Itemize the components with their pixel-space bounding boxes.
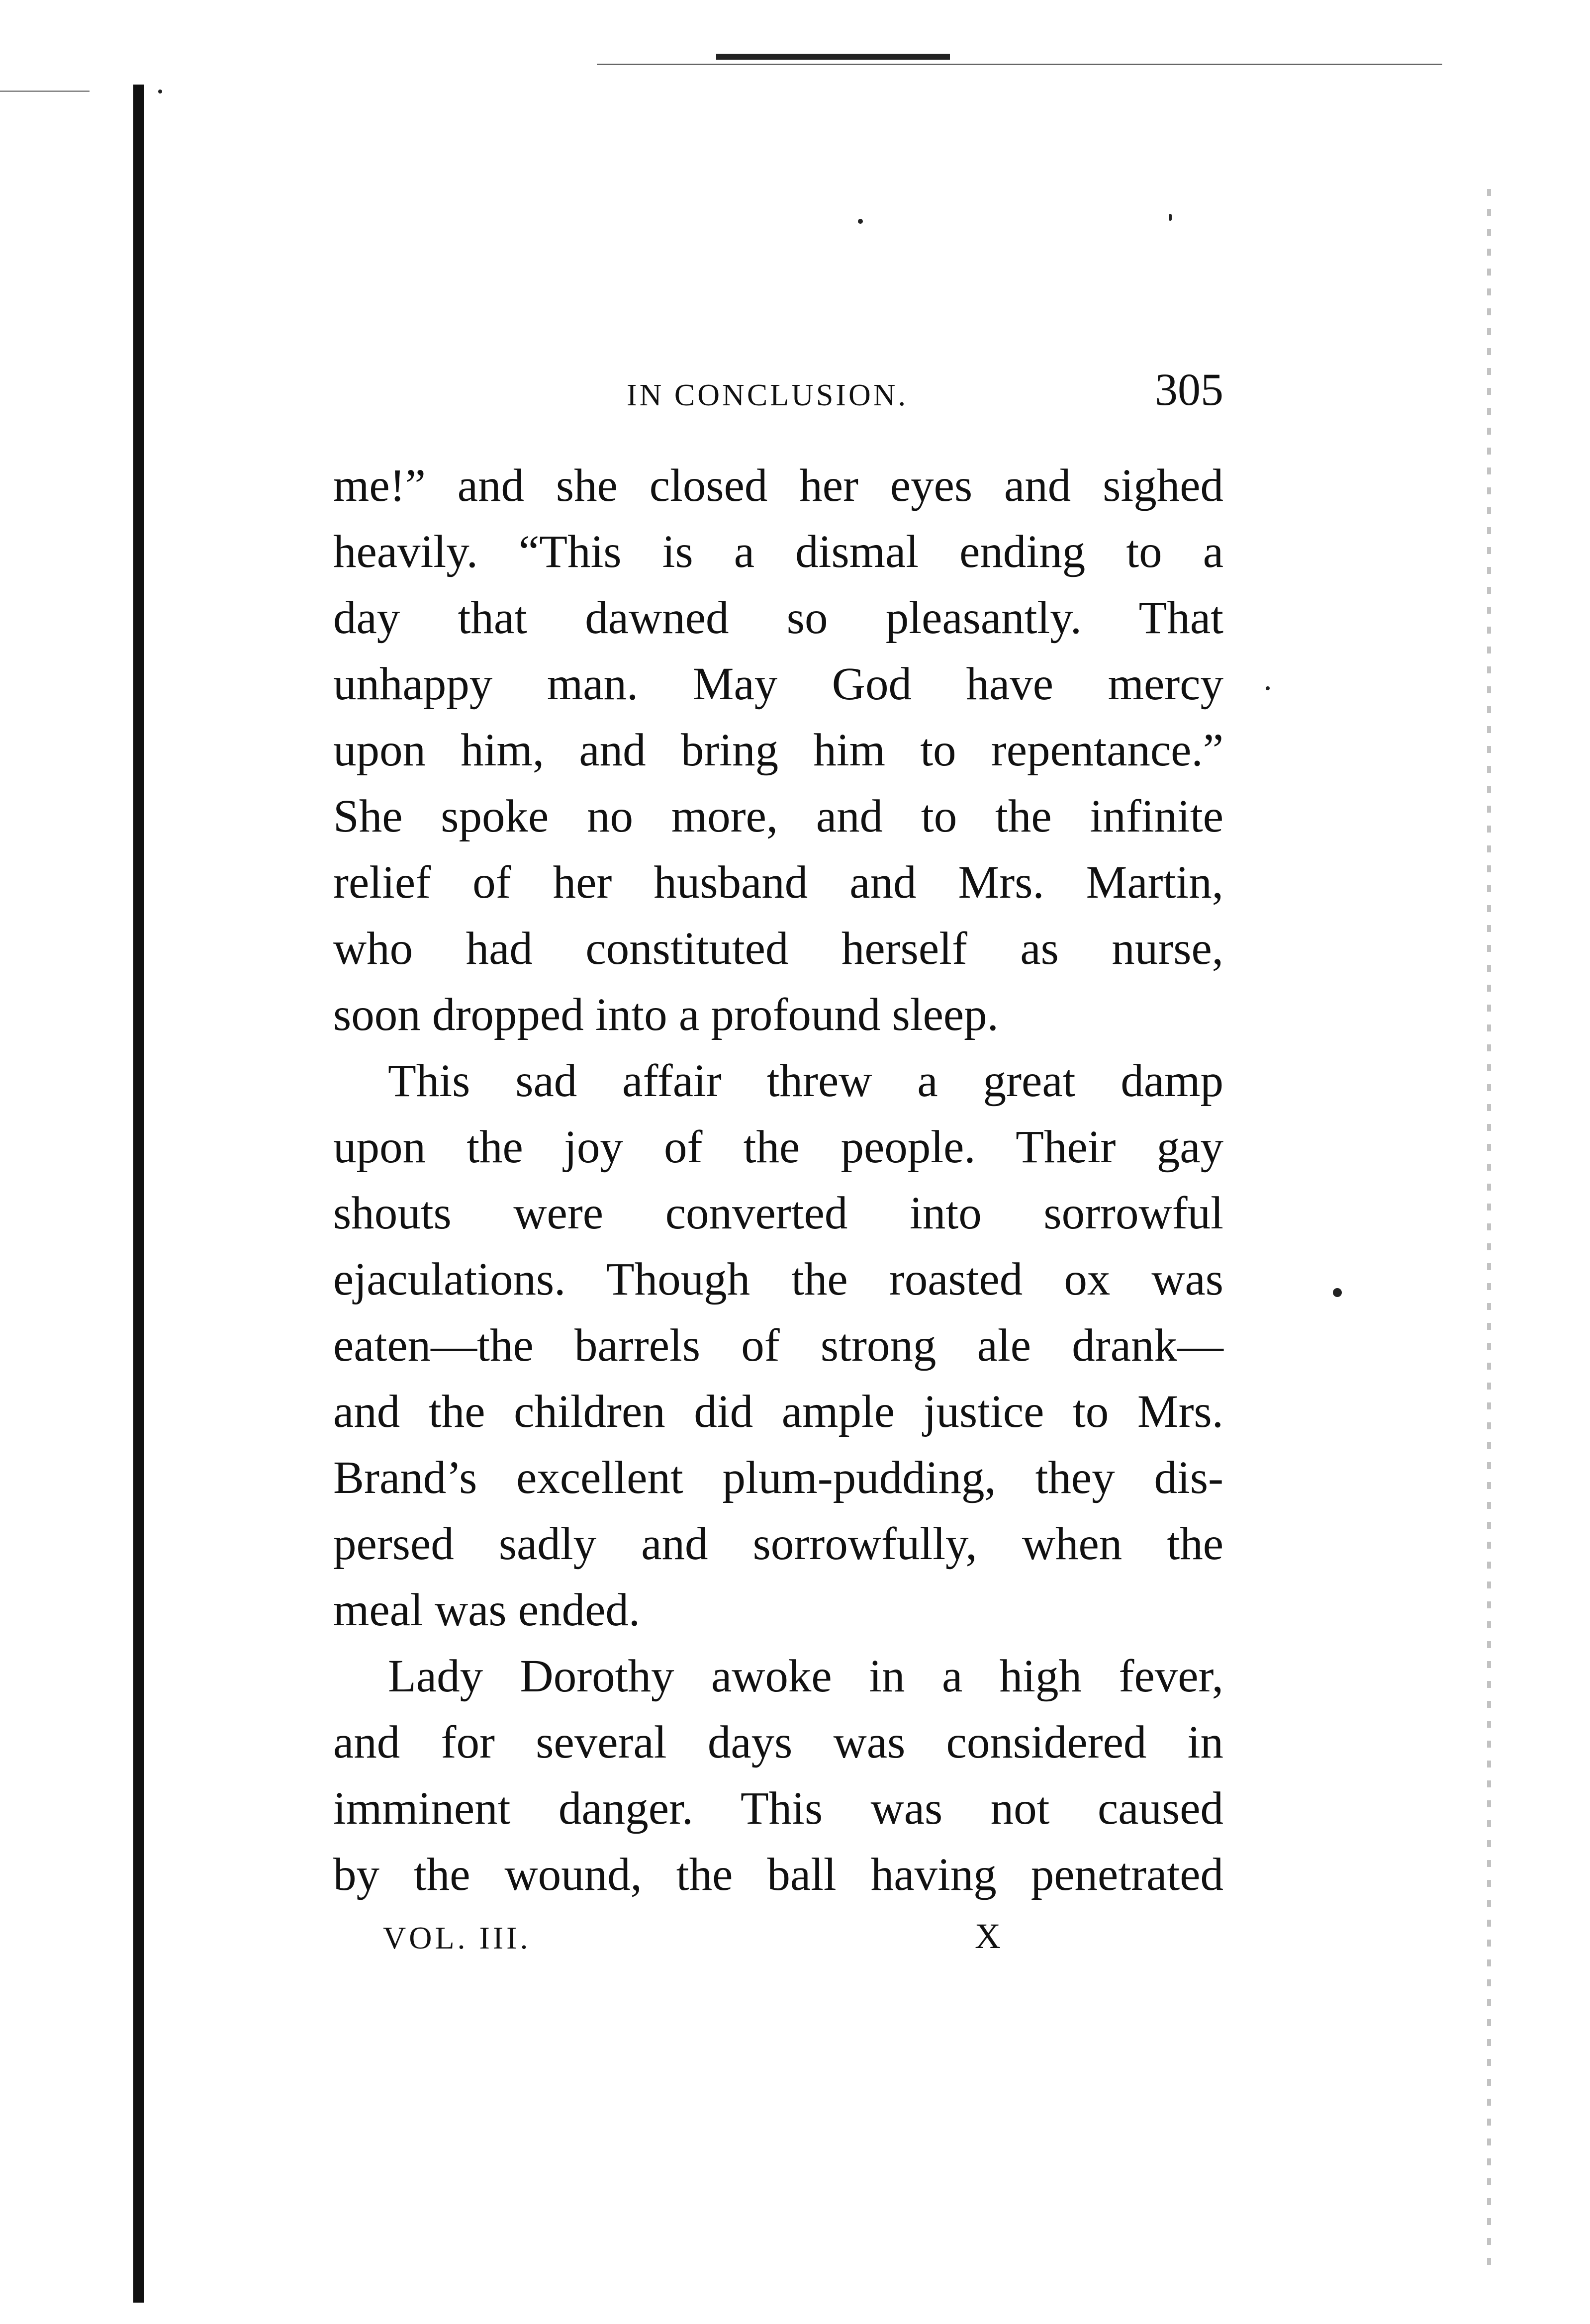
top-rule-thin [597, 64, 1442, 65]
text-line: meal was ended. [333, 1584, 641, 1636]
text-line: eaten—the barrels of strong ale drank— [333, 1320, 1223, 1371]
body-text [333, 453, 1223, 1908]
running-head [333, 363, 1223, 428]
text-line: ejaculations. Though the roasted ox was [333, 1254, 1223, 1305]
ink-speck [1333, 1288, 1342, 1297]
text-line: This sad affair threw a great damp [388, 1055, 1223, 1107]
binding-gutter [133, 85, 144, 2303]
text-line: persed sadly and sorrowfully, when the [333, 1518, 1223, 1570]
text-line: relief of her husband and Mrs. Martin, [333, 857, 1223, 908]
text-line: Brand’s excellent plum-pudding, they dis- [333, 1452, 1223, 1503]
ink-speck [1266, 686, 1270, 690]
text-line: upon the joy of the people. Their gay [333, 1121, 1223, 1173]
text-line: and the children did ample justice to Mrs. [333, 1386, 1223, 1437]
text-line: by the wound, the ball having penetrated [333, 1849, 1223, 1900]
running-head-title: IN CONCLUSION. [627, 378, 908, 412]
text-line: She spoke no more, and to the infinite [333, 791, 1223, 842]
volume-label: VOL. III. [383, 1920, 531, 1955]
page-number: 305 [1155, 364, 1223, 415]
text-line: who had constituted herself as nurse, [333, 923, 1223, 974]
text-line: upon him, and bring him to repentance.” [333, 725, 1223, 776]
text-line: Lady Dorothy awoke in a high fever, [388, 1651, 1223, 1702]
right-edge-speckle [1487, 189, 1491, 2278]
ink-speck [858, 219, 863, 224]
text-line: imminent danger. This was not caused [333, 1783, 1223, 1834]
signature-mark: X [975, 1916, 1001, 1956]
top-rule [716, 54, 950, 60]
text-line: soon dropped into a profound sleep. [333, 989, 999, 1040]
ink-speck [1169, 214, 1172, 221]
text-line: shouts were converted into sorrowful [333, 1188, 1223, 1239]
ink-speck [158, 90, 162, 93]
text-line: me!” and she closed her eyes and sighed [333, 460, 1223, 511]
text-line: unhappy man. May God have mercy [333, 658, 1223, 710]
text-line: and for several days was considered in [333, 1717, 1223, 1768]
text-line: heavily. “This is a dismal ending to a [333, 526, 1223, 577]
text-line: day that dawned so pleasantly. That [333, 592, 1223, 644]
left-edge-rule [0, 91, 90, 92]
